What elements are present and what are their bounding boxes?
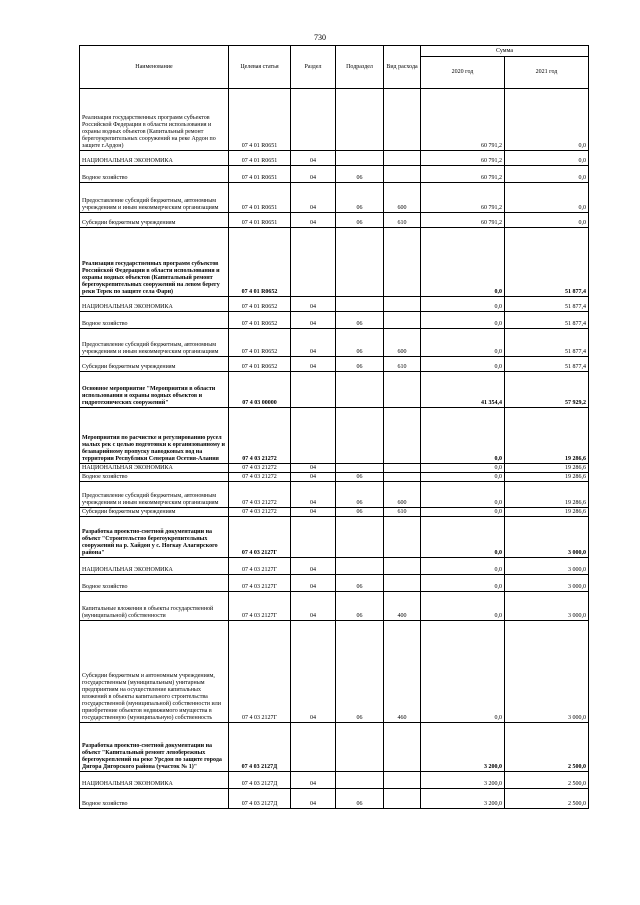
header-target-article: Целевая статья bbox=[229, 46, 291, 89]
row-amount-2020: 0,0 bbox=[421, 312, 505, 329]
row-subsection bbox=[336, 297, 384, 312]
row-name: Водное хозяйство bbox=[80, 473, 229, 482]
table-row bbox=[80, 592, 589, 621]
row-target-article: 07 4 01 R0652 bbox=[229, 312, 291, 329]
row-subsection bbox=[336, 517, 384, 558]
row-subsection bbox=[336, 464, 384, 473]
row-section: 04 bbox=[291, 772, 336, 789]
row-subsection bbox=[336, 772, 384, 789]
row-subsection: 06 bbox=[336, 575, 384, 592]
row-target-article: 07 4 01 R0651 bbox=[229, 89, 291, 151]
row-expense-type bbox=[384, 517, 421, 558]
row-amount-2021: 51 877,4 bbox=[505, 329, 589, 357]
table-row bbox=[80, 228, 589, 297]
table-row bbox=[80, 357, 589, 372]
row-amount-2021: 19 286,6 bbox=[505, 473, 589, 482]
row-amount-2021: 3 000,0 bbox=[505, 575, 589, 592]
row-target-article: 07 4 03 2127Г bbox=[229, 575, 291, 592]
table-row bbox=[80, 408, 589, 464]
header-subsection: Подраздел bbox=[336, 46, 384, 89]
row-amount-2020: 60 791,2 bbox=[421, 213, 505, 228]
row-section: 04 bbox=[291, 357, 336, 372]
table-row bbox=[80, 89, 589, 151]
row-section: 04 bbox=[291, 183, 336, 213]
row-amount-2020: 0,0 bbox=[421, 357, 505, 372]
row-subsection: 06 bbox=[336, 482, 384, 508]
row-expense-type bbox=[384, 723, 421, 772]
row-target-article: 07 4 01 R0652 bbox=[229, 297, 291, 312]
row-name: Реализация государственных программ субъектов Российской Федерации в области использования и охраны водных объектов (Капитальный ремонт берегоукрепительных сооружений на реке Ардон по защите г.Ардон) bbox=[80, 89, 229, 151]
row-subsection bbox=[336, 723, 384, 772]
row-amount-2021: 3 000,0 bbox=[505, 592, 589, 621]
table-row bbox=[80, 575, 589, 592]
row-target-article: 07 4 03 00000 bbox=[229, 372, 291, 408]
row-amount-2021: 0,0 bbox=[505, 166, 589, 183]
row-expense-type: 610 bbox=[384, 357, 421, 372]
row-amount-2020: 0,0 bbox=[421, 592, 505, 621]
row-amount-2020: 3 200,0 bbox=[421, 789, 505, 809]
row-amount-2020: 0,0 bbox=[421, 464, 505, 473]
header-section: Раздел bbox=[291, 46, 336, 89]
row-amount-2020: 0,0 bbox=[421, 508, 505, 517]
row-subsection: 06 bbox=[336, 166, 384, 183]
row-amount-2020: 3 200,0 bbox=[421, 723, 505, 772]
row-section bbox=[291, 723, 336, 772]
row-name: НАЦИОНАЛЬНАЯ ЭКОНОМИКА bbox=[80, 151, 229, 166]
row-amount-2021: 0,0 bbox=[505, 183, 589, 213]
table-row bbox=[80, 312, 589, 329]
table-row bbox=[80, 558, 589, 575]
row-section: 04 bbox=[291, 558, 336, 575]
row-section: 04 bbox=[291, 213, 336, 228]
row-target-article: 07 4 03 21272 bbox=[229, 408, 291, 464]
row-amount-2020: 60 791,2 bbox=[421, 151, 505, 166]
row-subsection: 06 bbox=[336, 183, 384, 213]
row-target-article: 07 4 03 2127Г bbox=[229, 621, 291, 723]
row-section bbox=[291, 372, 336, 408]
row-amount-2021: 2 500,0 bbox=[505, 789, 589, 809]
row-expense-type bbox=[384, 575, 421, 592]
row-amount-2021: 19 286,6 bbox=[505, 482, 589, 508]
row-expense-type bbox=[384, 228, 421, 297]
row-name: НАЦИОНАЛЬНАЯ ЭКОНОМИКА bbox=[80, 464, 229, 473]
row-subsection bbox=[336, 372, 384, 408]
header-expense-type: Вид расхода bbox=[384, 46, 421, 89]
row-expense-type bbox=[384, 151, 421, 166]
row-name: Реализация государственных программ субъектов Российской Федерации в области использования и охраны водных объектов (Капитальный ремонт берегоукрепительных сооружений на левом берегу реки Терек по защите села Фарн) bbox=[80, 228, 229, 297]
table-row bbox=[80, 723, 589, 772]
table-row bbox=[80, 297, 589, 312]
table-row bbox=[80, 329, 589, 357]
budget-table bbox=[79, 45, 589, 809]
row-name: Разработка проектно-сметной документации на объект "Капитальный ремонт левобережных берегоукреплений на реке Урсдон по защите города Дигора Дигорского района (участок № 1)" bbox=[80, 723, 229, 772]
row-section bbox=[291, 408, 336, 464]
row-expense-type: 600 bbox=[384, 183, 421, 213]
row-amount-2020: 0,0 bbox=[421, 558, 505, 575]
row-target-article: 07 4 03 21272 bbox=[229, 482, 291, 508]
row-name: Водное хозяйство bbox=[80, 789, 229, 809]
row-name: НАЦИОНАЛЬНАЯ ЭКОНОМИКА bbox=[80, 297, 229, 312]
row-amount-2021: 0,0 bbox=[505, 151, 589, 166]
row-expense-type bbox=[384, 772, 421, 789]
row-name: Водное хозяйство bbox=[80, 575, 229, 592]
row-name: Предоставление субсидий бюджетным, автономным учреждениям и иным некоммерческим организациям bbox=[80, 329, 229, 357]
row-section bbox=[291, 517, 336, 558]
row-target-article: 07 4 03 21272 bbox=[229, 473, 291, 482]
row-amount-2020: 60 791,2 bbox=[421, 166, 505, 183]
row-subsection: 06 bbox=[336, 789, 384, 809]
row-target-article: 07 4 03 2127Г bbox=[229, 592, 291, 621]
row-amount-2021: 51 877,4 bbox=[505, 228, 589, 297]
row-name: Предоставление субсидий бюджетным, автономным учреждениям и иным некоммерческим организациям bbox=[80, 183, 229, 213]
row-name: Водное хозяйство bbox=[80, 166, 229, 183]
row-amount-2021: 0,0 bbox=[505, 89, 589, 151]
row-section: 04 bbox=[291, 297, 336, 312]
row-section: 04 bbox=[291, 575, 336, 592]
row-amount-2020: 0,0 bbox=[421, 297, 505, 312]
table-row bbox=[80, 151, 589, 166]
row-section bbox=[291, 89, 336, 151]
row-section: 04 bbox=[291, 592, 336, 621]
table-row bbox=[80, 621, 589, 723]
row-amount-2020: 0,0 bbox=[421, 517, 505, 558]
table-row bbox=[80, 464, 589, 473]
row-expense-type bbox=[384, 372, 421, 408]
row-amount-2020: 0,0 bbox=[421, 473, 505, 482]
row-amount-2020: 0,0 bbox=[421, 228, 505, 297]
row-expense-type bbox=[384, 297, 421, 312]
row-section: 04 bbox=[291, 508, 336, 517]
row-amount-2021: 19 286,6 bbox=[505, 408, 589, 464]
row-expense-type bbox=[384, 789, 421, 809]
row-amount-2020: 0,0 bbox=[421, 482, 505, 508]
row-section: 04 bbox=[291, 312, 336, 329]
row-name: НАЦИОНАЛЬНАЯ ЭКОНОМИКА bbox=[80, 558, 229, 575]
row-subsection: 06 bbox=[336, 329, 384, 357]
row-target-article: 07 4 01 R0652 bbox=[229, 329, 291, 357]
row-name: Водное хозяйство bbox=[80, 312, 229, 329]
row-amount-2020: 0,0 bbox=[421, 408, 505, 464]
row-section: 04 bbox=[291, 464, 336, 473]
table-row bbox=[80, 166, 589, 183]
row-target-article: 07 4 01 R0651 bbox=[229, 213, 291, 228]
row-subsection bbox=[336, 89, 384, 151]
row-target-article: 07 4 03 2127Г bbox=[229, 558, 291, 575]
row-expense-type bbox=[384, 558, 421, 575]
row-expense-type: 600 bbox=[384, 329, 421, 357]
row-section: 04 bbox=[291, 166, 336, 183]
row-name: Субсидии бюджетным учреждениям bbox=[80, 508, 229, 517]
row-section bbox=[291, 228, 336, 297]
header-year-2020: 2020 год bbox=[421, 57, 505, 89]
row-amount-2021: 2 500,0 bbox=[505, 772, 589, 789]
row-amount-2021: 57 929,2 bbox=[505, 372, 589, 408]
row-amount-2021: 3 000,0 bbox=[505, 621, 589, 723]
row-name: Субсидии бюджетным учреждениям bbox=[80, 213, 229, 228]
row-amount-2021: 19 286,6 bbox=[505, 464, 589, 473]
row-subsection: 06 bbox=[336, 357, 384, 372]
row-expense-type bbox=[384, 408, 421, 464]
row-amount-2021: 2 500,0 bbox=[505, 723, 589, 772]
table-row bbox=[80, 508, 589, 517]
row-target-article: 07 4 03 2127Д bbox=[229, 772, 291, 789]
table-row bbox=[80, 772, 589, 789]
header-name: Наименование bbox=[80, 46, 229, 89]
row-amount-2021: 51 877,4 bbox=[505, 297, 589, 312]
row-subsection bbox=[336, 228, 384, 297]
row-amount-2020: 0,0 bbox=[421, 621, 505, 723]
row-name: Мероприятия по расчистке и регулированию русел малых рек с целью подготовки к организованному и безаварийному пропуску паводковых вод на территории Республики Северная Осетия-Алания bbox=[80, 408, 229, 464]
row-subsection bbox=[336, 408, 384, 464]
row-expense-type: 400 bbox=[384, 592, 421, 621]
row-target-article: 07 4 01 R0651 bbox=[229, 183, 291, 213]
header-year-2021: 2021 год bbox=[505, 57, 589, 89]
table-row bbox=[80, 213, 589, 228]
row-amount-2021: 3 000,0 bbox=[505, 517, 589, 558]
row-expense-type: 460 bbox=[384, 621, 421, 723]
row-subsection bbox=[336, 151, 384, 166]
row-name: Капитальные вложения в объекты государственной (муниципальной) собственности bbox=[80, 592, 229, 621]
row-subsection bbox=[336, 558, 384, 575]
row-subsection: 06 bbox=[336, 213, 384, 228]
row-section: 04 bbox=[291, 482, 336, 508]
row-name: Разработка проектно-сметной документации на объект "Строительство берегоукрепительных сооружений на р. Хайдон у с. Ногкау Алагирского района" bbox=[80, 517, 229, 558]
row-section: 04 bbox=[291, 151, 336, 166]
row-amount-2021: 0,0 bbox=[505, 213, 589, 228]
row-expense-type bbox=[384, 464, 421, 473]
row-target-article: 07 4 01 R0652 bbox=[229, 357, 291, 372]
table-row bbox=[80, 473, 589, 482]
page-number: 730 bbox=[314, 33, 326, 42]
table-row bbox=[80, 517, 589, 558]
row-section: 04 bbox=[291, 473, 336, 482]
table-row bbox=[80, 372, 589, 408]
row-amount-2021: 51 877,4 bbox=[505, 357, 589, 372]
row-target-article: 07 4 03 2127Д bbox=[229, 789, 291, 809]
row-subsection: 06 bbox=[336, 508, 384, 517]
row-amount-2020: 41 354,4 bbox=[421, 372, 505, 408]
row-name: Субсидии бюджетным учреждениям bbox=[80, 357, 229, 372]
row-amount-2021: 19 286,6 bbox=[505, 508, 589, 517]
row-target-article: 07 4 03 21272 bbox=[229, 508, 291, 517]
row-target-article: 07 4 01 R0651 bbox=[229, 151, 291, 166]
row-section: 04 bbox=[291, 789, 336, 809]
row-target-article: 07 4 03 2127Д bbox=[229, 723, 291, 772]
row-expense-type bbox=[384, 89, 421, 151]
row-expense-type bbox=[384, 473, 421, 482]
row-subsection: 06 bbox=[336, 621, 384, 723]
row-expense-type bbox=[384, 312, 421, 329]
row-expense-type bbox=[384, 166, 421, 183]
row-name: Предоставление субсидий бюджетным, автономным учреждениям и иным некоммерческим организациям bbox=[80, 482, 229, 508]
row-expense-type: 610 bbox=[384, 213, 421, 228]
table-row bbox=[80, 482, 589, 508]
row-section: 04 bbox=[291, 329, 336, 357]
row-expense-type: 600 bbox=[384, 482, 421, 508]
row-amount-2020: 0,0 bbox=[421, 575, 505, 592]
row-amount-2021: 51 877,4 bbox=[505, 312, 589, 329]
row-section: 04 bbox=[291, 621, 336, 723]
row-amount-2020: 60 791,2 bbox=[421, 89, 505, 151]
row-target-article: 07 4 03 2127Г bbox=[229, 517, 291, 558]
row-amount-2020: 60 791,2 bbox=[421, 183, 505, 213]
table-row bbox=[80, 183, 589, 213]
row-target-article: 07 4 01 R0651 bbox=[229, 166, 291, 183]
table-row bbox=[80, 789, 589, 809]
row-subsection: 06 bbox=[336, 312, 384, 329]
header-sum: Сумма bbox=[421, 46, 589, 57]
row-name: НАЦИОНАЛЬНАЯ ЭКОНОМИКА bbox=[80, 772, 229, 789]
row-amount-2020: 3 200,0 bbox=[421, 772, 505, 789]
row-subsection: 06 bbox=[336, 473, 384, 482]
row-name: Субсидии бюджетным и автономным учреждениям, государственным (муниципальным) унитарным предприятиям на осуществление капитальных вложений в объекты капитального строительства государственной (муниципальной) собственности или приобретение объектов недвижимого имущества в государственную (муниципальную) собственность bbox=[80, 621, 229, 723]
row-subsection: 06 bbox=[336, 592, 384, 621]
row-name: Основное мероприятие "Мероприятия в области использования и охраны водных объектов и гидротехнических сооружений" bbox=[80, 372, 229, 408]
row-amount-2020: 0,0 bbox=[421, 329, 505, 357]
row-target-article: 07 4 03 21272 bbox=[229, 464, 291, 473]
row-target-article: 07 4 01 R0652 bbox=[229, 228, 291, 297]
row-expense-type: 610 bbox=[384, 508, 421, 517]
row-amount-2021: 3 000,0 bbox=[505, 558, 589, 575]
